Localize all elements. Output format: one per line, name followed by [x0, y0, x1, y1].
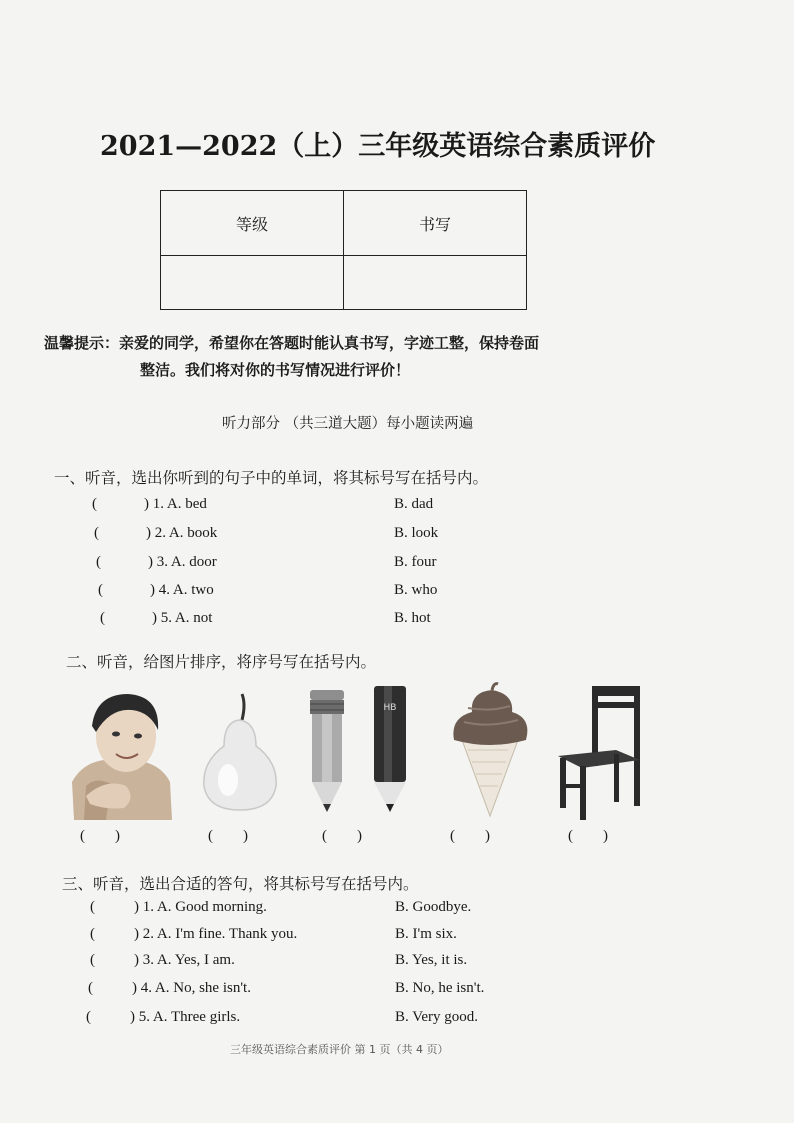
picture-answer-paren[interactable]: ( ): [322, 828, 362, 844]
section1-heading: 一、听音，选出你听到的句子中的单词，将其标号写在括号内。: [54, 469, 489, 487]
page-footer: 三年级英语综合素质评价 第 1 页（共 4 页）: [230, 1043, 449, 1056]
option-a: ) 2. A. I'm fine. Thank you.: [134, 926, 298, 942]
option-a: ) 1. A. bed: [144, 496, 207, 512]
option-a: ) 4. A. No, she isn't.: [132, 980, 251, 996]
option-b: B. hot: [394, 610, 431, 626]
answer-paren[interactable]: (: [90, 899, 95, 915]
grade-table: [160, 190, 527, 310]
writing-cell[interactable]: [344, 256, 527, 310]
option-a: ) 1. A. Good morning.: [134, 899, 267, 915]
option-a: ) 2. A. book: [146, 525, 218, 541]
grade-cell[interactable]: [161, 256, 344, 310]
answer-paren[interactable]: (: [92, 496, 97, 512]
pear-picture: [194, 690, 284, 814]
warm-tip: [44, 330, 644, 384]
answer-paren[interactable]: (: [88, 980, 93, 996]
picture-answer-paren[interactable]: ( ): [80, 828, 120, 844]
option-a: ) 4. A. two: [150, 582, 214, 598]
option-b: B. No, he isn't.: [395, 980, 485, 996]
option-a: ) 5. A. Three girls.: [130, 1009, 241, 1025]
option-a: ) 5. A. not: [152, 610, 213, 626]
answer-paren[interactable]: (: [90, 926, 95, 942]
option-a: ) 3. A. Yes, I am.: [134, 952, 235, 968]
listening-title: 听力部分 （共三道大题）每小题读两遍: [222, 416, 474, 432]
writing-header: 书写: [344, 191, 527, 256]
picture-answer-paren[interactable]: ( ): [208, 828, 248, 844]
picture-answer-paren[interactable]: ( ): [568, 828, 608, 844]
pencil-hb-picture: [370, 684, 410, 816]
option-b: B. look: [394, 525, 439, 541]
answer-paren[interactable]: (: [90, 952, 95, 968]
option-b: B. four: [394, 554, 437, 570]
option-b: B. who: [394, 582, 438, 598]
grade-header: 等级: [161, 191, 344, 256]
tip-line-1: 温馨提示：亲爱的同学，希望你在答题时能认真书写，字迹工整，保持卷面: [44, 334, 540, 352]
picture-answer-paren[interactable]: ( ): [450, 828, 490, 844]
answer-paren[interactable]: (: [86, 1009, 91, 1025]
section3-heading: 三、听音，选出合适的答句，将其标号写在括号内。: [62, 875, 419, 893]
option-b: B. dad: [394, 496, 434, 512]
pencil-picture: [304, 686, 350, 816]
exam-title: 2021—2022（上）三年级英语综合素质评价: [100, 131, 656, 162]
option-b: B. I'm six.: [395, 926, 457, 942]
ice-cream-picture: [448, 680, 532, 820]
option-b: B. Yes, it is.: [395, 952, 468, 968]
pencil-hb-label: HB: [383, 703, 397, 713]
answer-paren[interactable]: (: [100, 610, 105, 626]
answer-paren[interactable]: (: [94, 525, 99, 541]
chair-picture: [554, 684, 646, 820]
answer-paren[interactable]: (: [98, 582, 103, 598]
section2-heading: 二、听音，给图片排序，将序号写在括号内。: [66, 653, 377, 671]
option-b: B. Very good.: [395, 1009, 479, 1025]
boy-picture: [66, 686, 176, 820]
answer-paren[interactable]: (: [96, 554, 101, 570]
tip-line-2: 整洁。我们将对你的书写情况进行评价！: [140, 361, 411, 379]
option-a: ) 3. A. door: [148, 554, 217, 570]
option-b: B. Goodbye.: [395, 899, 472, 915]
